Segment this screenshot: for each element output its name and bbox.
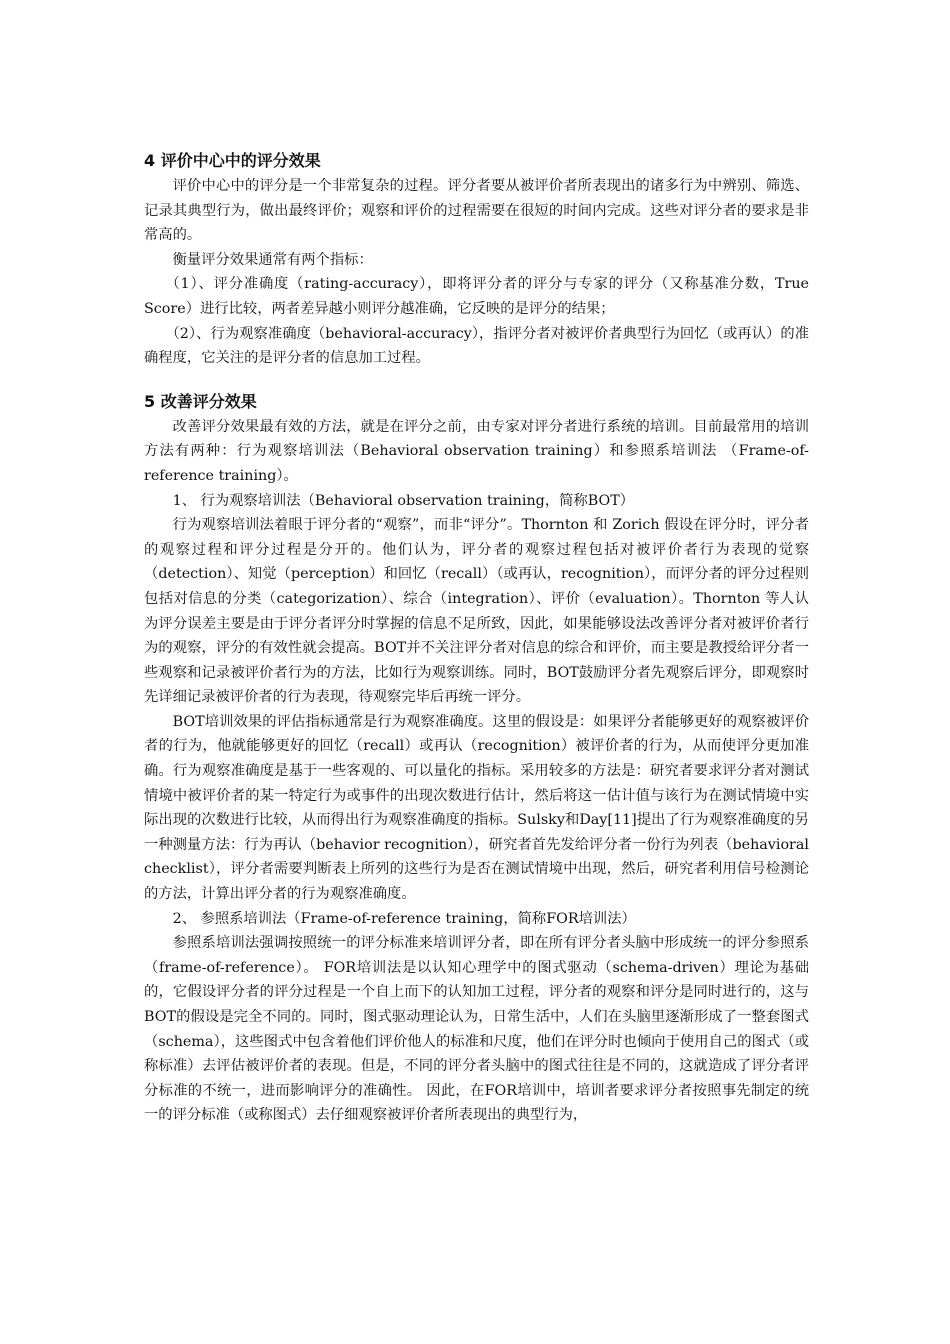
section-5 — [144, 389, 809, 1128]
document-page — [144, 148, 809, 1128]
paragraph: 参照系培训法强调按照统一的评分标准来培训评分者，即在所有评分者头脑中形成统一的评分参照系（frame-of-reference）。 FOR培训法是以认知心理学中的图式驱动（schema-driven）理论为基础的，它假设评分者的评分过程是一个自上而下的认知加工过程，评分者的观察和评分是同时进行的，这与BOT的假设是完全不同的。同时，图式驱动理论认为，日常生活中，人们在头脑里逐渐形成了一整套图式（schema），这些图式中包含着他们评价他人的标准和尺度，他们在评分时也倾向于使用自己的图式（或称标准）去评估被评价者的表现。但是，不同的评分者头脑中的图式往往是不同的，这就造成了评分者评分标准的不统一，进而影响评分的准确性。 因此，在FOR培训中，培训者要求评分者按照事先制定的统一的评分标准（或称图式）去仔细观察被评价者所表现出的典型行为， — [144, 935, 809, 1124]
list-item-rating-accuracy: （1）、评分准确度（rating-accuracy），即将评分者的评分与专家的评分（又称基准分数，True Score）进行比较，两者差异越小则评分越准确，它反映的是评分的结果； — [144, 276, 809, 317]
subheading-for: 2、 参照系培训法（Frame-of-reference training，简称FOR培训法） — [172, 910, 636, 927]
list-item-behavioral-accuracy: （2）、行为观察准确度（behavioral-accuracy），指评分者对被评价者典型行为回忆（或再认）的准确程度，它关注的是评分者的信息加工过程。 — [144, 325, 809, 367]
subheading-bot: 1、 行为观察培训法（Behavioral observation training，简称BOT） — [172, 492, 635, 509]
paragraph: 改善评分效果最有效的方法，就是在评分之前，由专家对评分者进行系统的培训。目前最常用的培训方法有两种：行为观察培训法（Behavioral observation training）和参照系培训法 （Frame-of-reference training）。 — [144, 418, 809, 484]
paragraph: 衡量评分效果通常有两个指标： — [172, 251, 373, 268]
section-4 — [144, 148, 809, 371]
paragraph: BOT培训效果的评估指标通常是行为观察准确度。这里的假设是：如果评分者能够更好的观察被评价者的行为，他就能够更好的回忆（recall）或再认（recognition）被评价者的行为，从而使评分更加准确。行为观察准确度是基于一些客观的、可以量化的指标。采用较多的方法是：研究者要求评分者对测试情境中被评价者的某一特定行为或事件的出现次数进行估计，然后将这一估计值与该行为在测试情境中实际出现的次数进行比较，从而得出行为观察准确度的指标。Sulsky和Day[11]提出了行为观察准确度的另一种测量方法：行为再认（behavior recognition），研究者首先发给评分者一份行为列表（behavioral checklist），评分者需要判断表上所列的这些行为是否在测试情境中出现，然后，研究者利用信号检测论的方法，计算出评分者的行为观察准确度。 — [144, 713, 809, 903]
section-heading: 4 评价中心中的评分效果 — [144, 151, 321, 170]
paragraph: 评价中心中的评分是一个非常复杂的过程。评分者要从被评价者所表现出的诸多行为中辨别、筛选、记录其典型行为，做出最终评价；观察和评价的过程需要在很短的时间内完成。这些对评分者的要求是非常高的。 — [144, 178, 809, 244]
paragraph: 行为观察培训法着眼于评分者的“观察”，而非“评分”。Thornton 和 Zorich 假设在评分时，评分者的观察过程和评分过程是分开的。他们认为，评分者的观察过程包括对被评价者行为表现的觉察（detection）、知觉（perception）和回忆（recall）（或再认，recognition），而评分者的评分过程则包括对信息的分类（categorization）、综合（integration）、评价（evaluation）。Thornton 等人认为评分误差主要是由于评分者评分时掌握的信息不足所致，因此，如果能够设法改善评分者对被评价者行为的观察，评分的有效性就会提高。BOT并不关注评分者对信息的综合和评价，而主要是教授给评分者一些观察和记录被评价者行为的方法，比如行为观察训练。同时，BOT鼓励评分者先观察后评分，即观察时先详细记录被评价者的行为表现，待观察完毕后再统一评分。 — [144, 517, 809, 706]
section-heading: 5 改善评分效果 — [144, 391, 257, 411]
